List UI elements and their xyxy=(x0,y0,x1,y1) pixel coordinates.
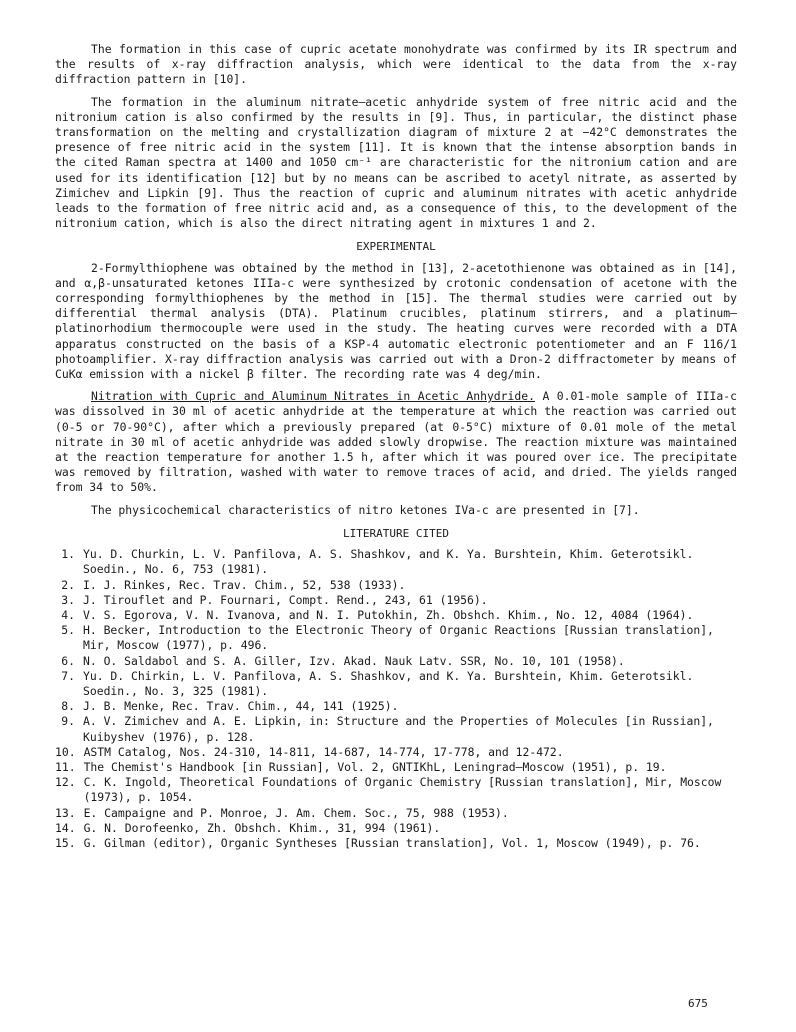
reference-number: 11. xyxy=(55,759,76,774)
reference-number: 3. xyxy=(61,592,75,607)
experimental-paragraph-1: 2-Formylthiophene was obtained by the method in [13], 2-acetothienone was obtained as in [14], and α,β-unsaturated ketones IIIa-c were synthesized by crotonic condensation of acetone with the corresponding formylthiophenes by the method in [15]. The thermal studies were carried out by differential thermal analysis (DTA). Platinum crucibles, platinum stirrers, and a platinum—platinorhodium thermocouple were used in the study. The heating curves were recorded with a DTA apparatus constructed on the basis of a KSP-4 automatic electronic potentiometer and an F 116/1 photoamplifier. X-ray diffraction analysis was carried out with a Dron-2 diffractometer by means of CuKα emission with a nickel β filter. The recording rate was 4 deg/min. xyxy=(55,260,737,382)
reference-text: G. N. Dorofeenko, Zh. Obshch. Khim., 31, 994 (1961). xyxy=(83,820,441,835)
nitration-text: A 0.01-mole sample of IIIa-c was dissolved in 30 ml of acetic anhydride at the temperature at which the reaction was carried out (0-5 or 70-90°C), after which a previously prepared (at 0-5°C) mixture of 0.01 mole of the metal nitrate in 30 ml of acetic anhydride was added slowly dropwise. The reaction mixture was maintained at the reaction temperature for another 1.5 h, after which it was poured over ice. The precipitate was removed by filtration, washed with water to remove traces of acid, and dried. The yields ranged from 34 to 50%. xyxy=(55,389,737,495)
reference-text: Yu. D. Chirkin, L. V. Panfilova, A. S. Shashkov, and K. Ya. Burshtein, Khim. Geterotsikl. Soedin., No. 3, 325 (1981). xyxy=(83,668,694,698)
reference-number: 5. xyxy=(61,623,75,638)
reference-item xyxy=(55,699,737,714)
reference-number: 14. xyxy=(55,820,76,835)
reference-number: 4. xyxy=(61,607,75,622)
reference-number: 1. xyxy=(61,547,75,562)
reference-number: 10. xyxy=(55,744,76,759)
reference-text: N. O. Saldabol and S. A. Giller, Izv. Akad. Nauk Latv. SSR, No. 10, 101 (1958). xyxy=(83,653,625,668)
intro-paragraph-1: The formation in this case of cupric acetate monohydrate was confirmed by its IR spectrum and the results of x-ray diffraction analysis, which were identical to the data from the x-ray diffraction pattern in [10]. xyxy=(55,42,737,87)
reference-item xyxy=(55,669,737,699)
reference-number: 7. xyxy=(61,668,75,683)
reference-number: 2. xyxy=(61,577,75,592)
reference-text: J. Tirouflet and P. Fournari, Compt. Rend., 243, 61 (1956). xyxy=(83,592,488,607)
reference-text: I. J. Rinkes, Rec. Trav. Chim., 52, 538 (1933). xyxy=(83,577,406,592)
page-content xyxy=(55,42,737,851)
reference-text: E. Campaigne and P. Monroe, J. Am. Chem. Soc., 75, 988 (1953). xyxy=(83,805,509,820)
reference-item xyxy=(55,806,737,821)
reference-text: ASTM Catalog, Nos. 24-310, 14-811, 14-687, 14-774, 17-778, and 12-472. xyxy=(83,744,564,759)
reference-text: A. V. Zimichev and A. E. Lipkin, in: Structure and the Properties of Molecules [in Russian], Kuibyshev (1976), p. 128. xyxy=(83,714,714,744)
reference-item xyxy=(55,760,737,775)
reference-number: 12. xyxy=(55,775,76,790)
reference-item xyxy=(55,578,737,593)
reference-number: 6. xyxy=(61,653,75,668)
reference-item xyxy=(55,775,737,805)
reference-text: H. Becker, Introduction to the Electronic Theory of Organic Reactions [Russian translation], Mir, Moscow (1977), p. 496. xyxy=(83,623,714,653)
reference-item xyxy=(55,654,737,669)
intro-paragraph-2: The formation in the aluminum nitrate—acetic anhydride system of free nitric acid and the nitronium cation is also confirmed by the results in [9]. Thus, in particular, the distinct phase transformation on the melting and crystallization diagram of mixture 2 at −42°C demonstrates the presence of free nitric acid in the system [11]. It is known that the intense absorption bands in the cited Raman spectra at 1400 and 1050 cm⁻¹ are characteristic for the nitronium cation and are used for its identification [12] but by no means can be ascribed to acetyl nitrate, as asserted by Zimichev and Lipkin [9]. Thus the reaction of cupric and aluminum nitrates with acetic anhydride leads to the formation of free nitric acid and, as a consequence of this, to the development of the nitronium cation, which is also the direct nitrating agent in mixtures 1 and 2. xyxy=(55,94,737,231)
reference-text: C. K. Ingold, Theoretical Foundations of Organic Chemistry [Russian translation], Mir, Moscow (1973), p. 1054. xyxy=(83,775,722,805)
reference-number: 8. xyxy=(61,699,75,714)
reference-item xyxy=(55,745,737,760)
reference-number: 9. xyxy=(61,714,75,729)
reference-number: 15. xyxy=(55,835,76,850)
reference-text: Yu. D. Churkin, L. V. Panfilova, A. S. Shashkov, and K. Ya. Burshtein, Khim. Geterotsikl. Soedin., No. 6, 753 (1981). xyxy=(83,547,694,577)
reference-item xyxy=(55,836,737,851)
reference-item xyxy=(55,608,737,623)
nitration-subheading: Nitration with Cupric and Aluminum Nitrates in Acetic Anhydride. xyxy=(91,389,535,404)
reference-text: J. B. Menke, Rec. Trav. Chim., 44, 141 (1925). xyxy=(83,699,399,714)
reference-number: 13. xyxy=(55,805,76,820)
reference-item xyxy=(55,714,737,744)
reference-item xyxy=(55,547,737,577)
experimental-heading: EXPERIMENTAL xyxy=(356,240,436,254)
nitration-paragraph xyxy=(55,389,737,495)
reference-text: G. Gilman (editor), Organic Syntheses [Russian translation], Vol. 1, Moscow (1949), p. 76. xyxy=(83,835,701,850)
reference-item xyxy=(55,593,737,608)
literature-heading: LITERATURE CITED xyxy=(343,526,449,540)
reference-list xyxy=(55,547,737,851)
page-number: 675 xyxy=(688,997,708,1010)
reference-item xyxy=(55,623,737,653)
experimental-paragraph-3: The physicochemical characteristics of nitro ketones IVa-c are presented in [7]. xyxy=(91,502,640,517)
reference-text: V. S. Egorova, V. N. Ivanova, and N. I. Putokhin, Zh. Obshch. Khim., No. 12, 4084 (1964). xyxy=(83,607,694,622)
reference-item xyxy=(55,821,737,836)
reference-text: The Chemist's Handbook [in Russian], Vol. 2, GNTIKhL, Leningrad—Moscow (1951), p. 19. xyxy=(83,759,667,774)
